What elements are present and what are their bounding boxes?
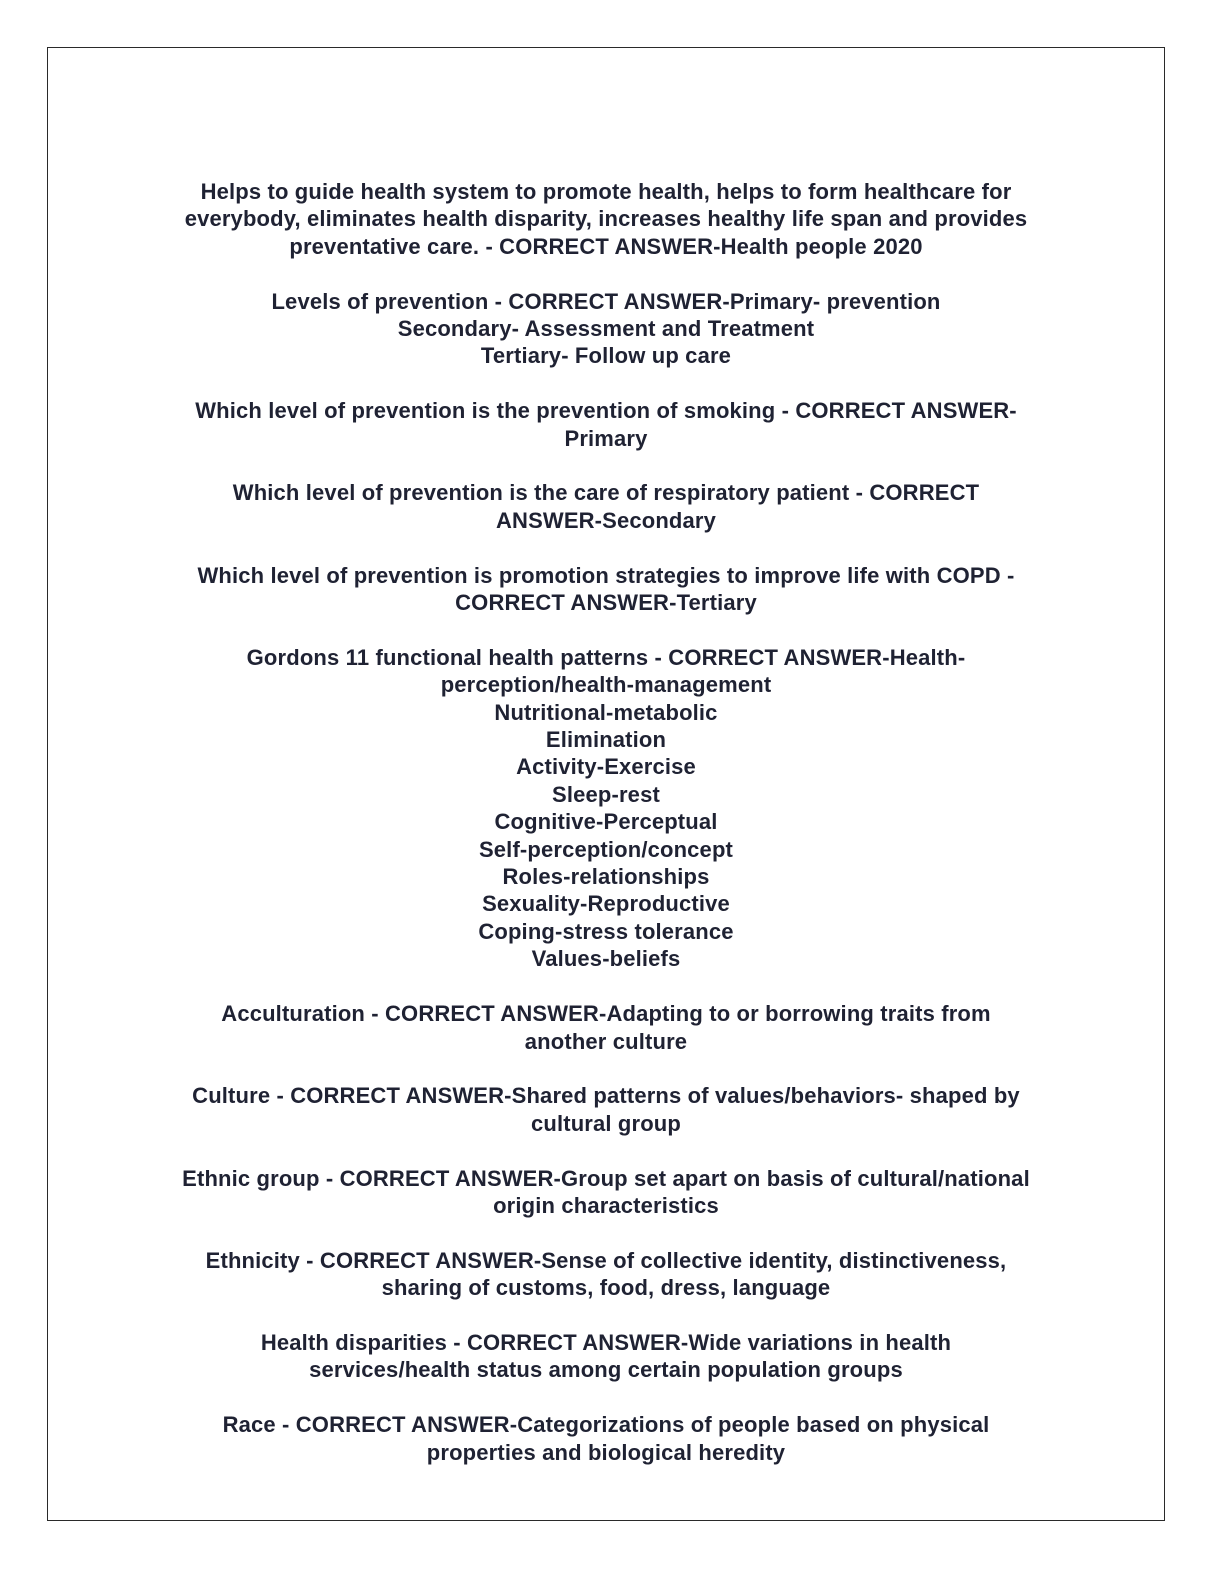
entry-line: sharing of customs, food, dress, language [381,1275,831,1301]
entry-line: Primary [564,425,648,451]
entry-prevention-smoking [47,397,1165,452]
entry-line: Self-perception/concept [478,836,734,862]
entry-line: perception/health-management [440,672,772,698]
entry-line: Tertiary- Follow up care [480,343,732,369]
entry-line: Sexuality-Reproductive [482,891,730,917]
entry-healthy-people-2020 [47,178,1165,260]
entry-line: Activity-Exercise [516,754,696,780]
entry-line: Values-beliefs [531,946,681,972]
entry-ethnicity [47,1247,1165,1302]
entry-line: ANSWER-Secondary [496,507,716,533]
entry-line: Health disparities - CORRECT ANSWER-Wide variations in health [260,1329,952,1355]
entry-line: Coping-stress tolerance [478,918,734,944]
entry-line: Race - CORRECT ANSWER-Categorizations of people based on physical [222,1412,990,1438]
entry-line: preventative care. - CORRECT ANSWER-Health people 2020 [289,233,923,259]
entry-line: Ethnic group - CORRECT ANSWER-Group set apart on basis of cultural/national [182,1165,1030,1191]
entry-line: Sleep-rest [552,781,660,807]
entry-line: another culture [524,1028,688,1054]
entry-line: Ethnicity - CORRECT ANSWER-Sense of collective identity, distinctiveness, [205,1247,1007,1273]
entry-ethnic-group [47,1165,1165,1220]
entry-line: origin characteristics [493,1192,719,1218]
entry-line: Gordons 11 functional health patterns - CORRECT ANSWER-Health- [246,644,966,670]
entry-line: Which level of prevention is the care of respiratory patient - CORRECT [232,480,980,506]
document-body [47,178,1165,1493]
entry-race [47,1411,1165,1466]
entry-line: Helps to guide health system to promote health, helps to form healthcare for [200,179,1012,204]
entry-line: Elimination [545,727,667,753]
entry-levels-of-prevention [47,288,1165,370]
entry-line: Secondary- Assessment and Treatment [397,316,815,342]
entry-line: Acculturation - CORRECT ANSWER-Adapting to or borrowing traits from [221,1001,991,1027]
entry-line: Roles-relationships [502,864,710,890]
entry-line: cultural group [531,1110,681,1136]
entry-line: Levels of prevention - CORRECT ANSWER-Primary- prevention [271,288,941,314]
entry-line: properties and biological heredity [426,1439,786,1465]
entry-prevention-copd [47,562,1165,617]
entry-line: Culture - CORRECT ANSWER-Shared patterns of values/behaviors- shaped by [192,1083,1020,1109]
entry-gordons-patterns [47,644,1165,973]
entry-line: services/health status among certain population groups [309,1357,903,1383]
entry-line: Which level of prevention is the prevention of smoking - CORRECT ANSWER- [195,398,1017,424]
entry-line: CORRECT ANSWER-Tertiary [455,590,757,616]
entry-health-disparities [47,1329,1165,1384]
entry-culture [47,1082,1165,1137]
entry-line: Which level of prevention is promotion strategies to improve life with COPD - [197,562,1015,588]
entry-line: Nutritional-metabolic [494,699,718,725]
entry-prevention-respiratory [47,479,1165,534]
entry-line: everybody, eliminates health disparity, increases healthy life span and provides [184,206,1028,232]
entry-line: Cognitive-Perceptual [494,809,718,835]
entry-acculturation [47,1000,1165,1055]
